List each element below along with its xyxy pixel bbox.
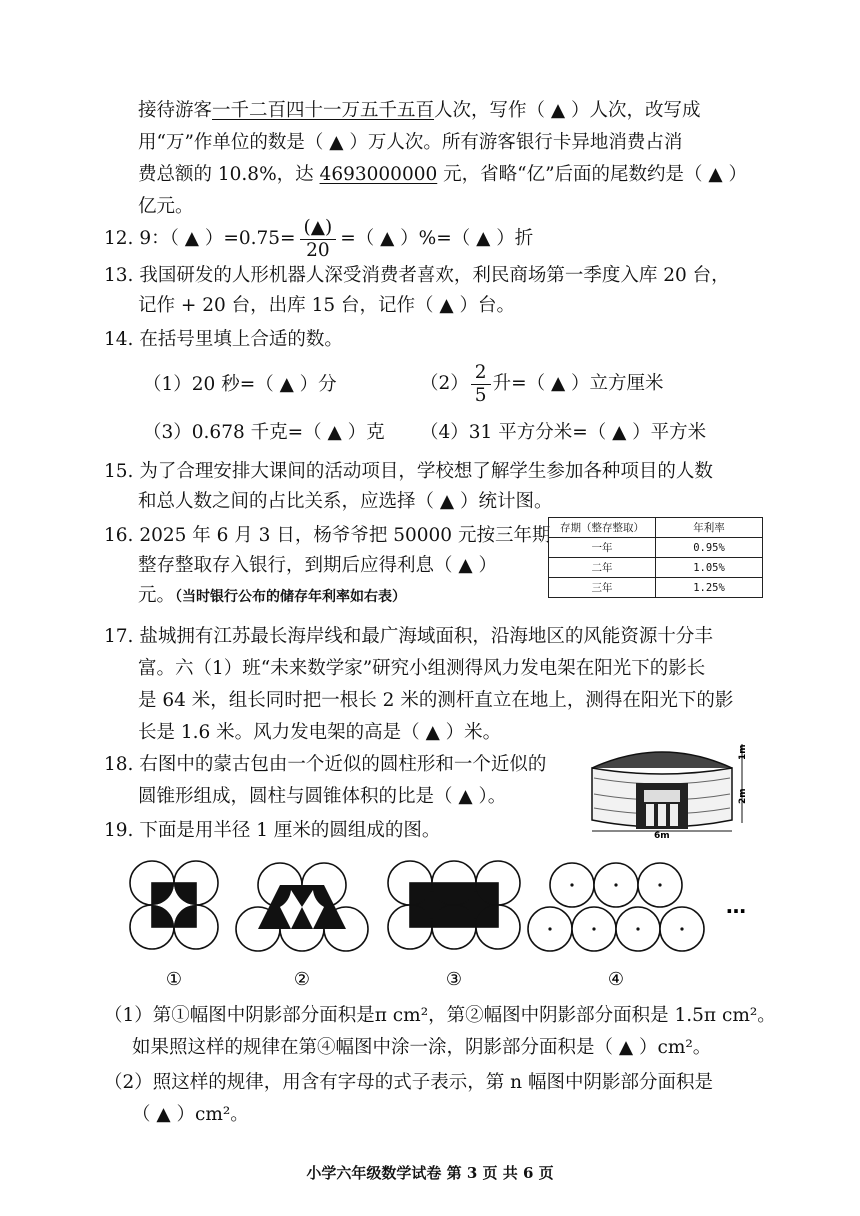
q18-line2: 圆锥形组成，圆柱与圆锥体积的比是（ ▲ ）。: [138, 786, 507, 807]
figure-label-4: ④: [607, 969, 625, 990]
figure-label-2: ②: [293, 969, 311, 990]
table-row: 一年 0.95%: [549, 538, 763, 558]
q12-fraction: $\frac{(▲)}{20}$: [300, 217, 337, 262]
q17-line3: 是 64 米，组长同时把一根长 2 米的测杆直立在地上，测得在阳光下的影: [138, 690, 734, 711]
q19-sub1-line2: 如果照这样的规律在第④幅图中涂一涂，阴影部分面积是（ ▲ ）cm²。: [132, 1037, 712, 1058]
figure-label-3: ③: [445, 969, 463, 990]
yurt-figure: [582, 738, 752, 838]
q11-line3: 费总额的 10.8%，达 4693000000 元，省略“亿”后面的尾数约是（ ▲ ）: [138, 164, 748, 185]
yurt-dim-cylinder-height: 2m: [738, 788, 748, 804]
q11-underlined-number-words: 一千二百四十一万五千五百: [212, 100, 435, 121]
q16-line1: 16. 2025 年 6 月 3 日，杨爷爷把 50000 元按三年期: [104, 525, 551, 546]
yurt-dim-cone-height: 1m: [738, 744, 748, 760]
q16-line3: 元。（当时银行公布的储存年利率如右表）: [138, 585, 407, 606]
table-row: 二年 1.05%: [549, 558, 763, 578]
table-row: 三年 1.25%: [549, 578, 763, 598]
q11-underlined-number: 4693000000: [319, 164, 438, 185]
q13-line1: 13. 我国研发的人形机器人深受消费者喜欢，利民商场第一季度入库 20 台，: [104, 265, 730, 286]
q14-part4: （4）31 平方分米=（ ▲ ）平方米: [420, 422, 707, 443]
q19-sub1-line1: （1）第①幅图中阴影部分面积是π cm²，第②幅图中阴影部分面积是 1.5π cm²。: [104, 1005, 776, 1026]
q16-line2: 整存整取存入银行，到期后应得利息（ ▲ ）: [138, 555, 497, 576]
figure-label-1: ①: [165, 969, 183, 990]
q14-title: 14. 在括号里填上合适的数。: [104, 329, 343, 350]
q16-note: （当时银行公布的储存年利率如右表）: [175, 589, 407, 605]
figure-2: [236, 863, 368, 990]
q15-line2: 和总人数之间的占比关系，应选择（ ▲ ）统计图。: [138, 491, 553, 512]
circle-pattern-figures: [120, 855, 760, 995]
q14-part3: （3）0.678 千克=（ ▲ ）克: [143, 422, 385, 443]
q19-sub2-line1: （2）照这样的规律，用含有字母的式子表示，第 n 幅图中阴影部分面积是: [104, 1072, 713, 1093]
ellipsis-mark: …: [726, 894, 746, 918]
interest-rate-table: [548, 517, 763, 598]
q19-sub2-line2: （ ▲ ）cm²。: [132, 1104, 249, 1125]
q11-line2: 用“万”作单位的数是（ ▲ ）万人次。所有游客银行卡异地消费占消: [138, 132, 683, 153]
figure-3: [388, 861, 520, 990]
q17-line1: 17. 盐城拥有江苏最长海岸线和最广海域面积，沿海地区的风能资源十分丰: [104, 626, 713, 647]
q14-part1: （1）20 秒=（ ▲ ）分: [143, 374, 337, 395]
q17-line4: 长是 1.6 米。风力发电架的高是（ ▲ ）米。: [138, 722, 502, 743]
figure-4: [528, 863, 704, 990]
table-header-row: 存期（整存整取） 年利率: [549, 518, 763, 538]
q13-line2: 记作 + 20 台，出库 15 台，记作（ ▲ ）台。: [138, 295, 515, 316]
page-footer: 小学六年级数学试卷 第 3 页 共 6 页: [306, 1164, 554, 1182]
q19-title: 19. 下面是用半径 1 厘米的圆组成的图。: [104, 820, 441, 841]
yurt-dim-width: 6m: [654, 831, 670, 838]
q12-number: 12.: [104, 228, 134, 249]
q12: 12. 9：（ ▲ ）=0.75= $\frac{(▲)}{20}$ =（ ▲ ）%=（ ▲ ）折: [104, 216, 534, 261]
q15-line1: 15. 为了合理安排大课间的活动项目，学校想了解学生参加各种项目的人数: [104, 461, 713, 482]
q11-line1: 接待游客一千二百四十一万五千五百人次，写作（ ▲ ）人次，改写成: [138, 100, 701, 121]
q17-line2: 富。六（1）班“未来数学家”研究小组测得风力发电架在阳光下的影长: [138, 658, 706, 679]
figure-1: [130, 861, 218, 990]
q11-line4: 亿元。: [138, 196, 194, 217]
q18-line1: 18. 右图中的蒙古包由一个近似的圆柱形和一个近似的: [104, 754, 547, 775]
q14-part2: （2） $\frac{2}{5}$ 升=（ ▲ ）立方厘米: [420, 361, 664, 406]
